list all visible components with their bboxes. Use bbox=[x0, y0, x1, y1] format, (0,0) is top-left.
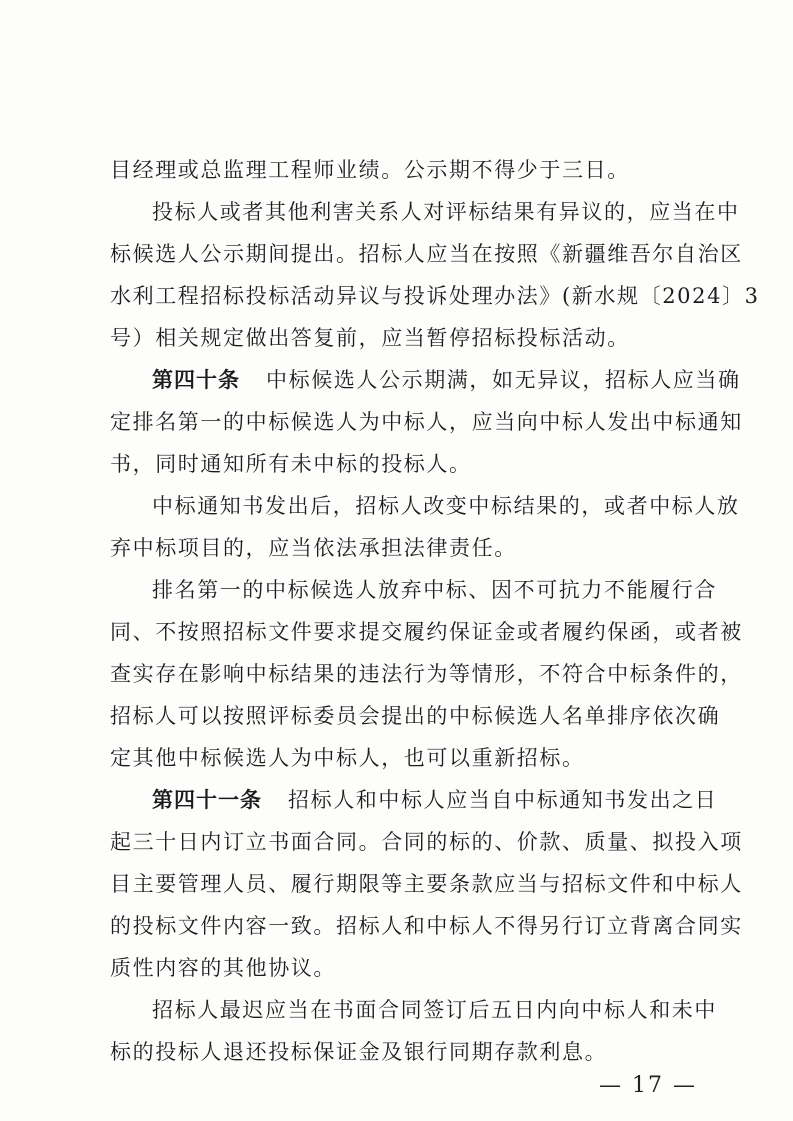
text-line bbox=[110, 906, 743, 946]
line-text: 定排名第一的中标候选人为中标人，应当向中标人发出中标通知 bbox=[110, 410, 743, 434]
line-text: 质性内容的其他协议。 bbox=[110, 956, 336, 980]
text-line bbox=[110, 864, 743, 904]
text-line bbox=[110, 402, 743, 442]
line-text: 中标候选人公示期满，如无异议，招标人应当确 bbox=[266, 368, 741, 392]
text-line bbox=[110, 276, 760, 316]
text-line bbox=[152, 570, 717, 610]
line-text: 目经理或总监理工程师业绩。公示期不得少于三日。 bbox=[110, 158, 630, 182]
line-text: 标候选人公示期间提出。招标人应当在按照《新疆维吾尔自治区 bbox=[110, 242, 743, 266]
line-text: 书，同时通知所有未中标的投标人。 bbox=[110, 452, 472, 476]
text-line bbox=[110, 444, 700, 484]
text-line bbox=[110, 528, 700, 568]
line-text: 招标人可以按照评标委员会提出的中标候选人名单排序依次确 bbox=[110, 704, 721, 728]
text-line bbox=[110, 738, 700, 778]
line-text: 排名第一的中标候选人放弃中标、因不可抗力不能履行合 bbox=[152, 578, 717, 602]
line-text: 号）相关规定做出答复前，应当暂停招标投标活动。 bbox=[110, 326, 630, 350]
line-text: 水利工程招标投标活动异议与投诉处理办法》(新水规〔2024〕3 bbox=[110, 284, 760, 308]
text-line bbox=[152, 486, 740, 526]
line-text: 标的投标人退还投标保证金及银行同期存款利息。 bbox=[110, 1040, 608, 1064]
text-line bbox=[110, 318, 700, 358]
line-text: 的投标文件内容一致。招标人和中标人不得另行订立背离合同实 bbox=[110, 914, 743, 938]
article-heading-line bbox=[152, 360, 741, 400]
line-text: 查实存在影响中标结果的违法行为等情形，不符合中标条件的， bbox=[110, 662, 743, 686]
line-text: 中标通知书发出后，招标人改变中标结果的，或者中标人放 bbox=[152, 494, 740, 518]
line-text: 目主要管理人员、履行期限等主要条款应当与招标文件和中标人 bbox=[110, 872, 743, 896]
article-heading-line bbox=[152, 780, 718, 820]
text-line bbox=[110, 612, 743, 652]
line-text: 定其他中标候选人为中标人，也可以重新招标。 bbox=[110, 746, 585, 770]
text-line bbox=[110, 150, 700, 190]
text-line bbox=[110, 1032, 700, 1072]
line-text: 招标人最迟应当在书面合同签订后五日内向中标人和未中 bbox=[152, 998, 717, 1022]
line-text: 起三十日内订立书面合同。合同的标的、价款、质量、拟投入项 bbox=[110, 830, 743, 854]
text-line bbox=[110, 822, 743, 862]
line-text: 同、不按照招标文件要求提交履约保证金或者履约保函，或者被 bbox=[110, 620, 743, 644]
line-text: 弃中标项目的，应当依法承担法律责任。 bbox=[110, 536, 517, 560]
text-line bbox=[110, 234, 743, 274]
text-line bbox=[110, 654, 743, 694]
text-line bbox=[152, 192, 740, 232]
text-line bbox=[152, 990, 717, 1030]
text-line bbox=[110, 696, 721, 736]
line-text: 投标人或者其他利害关系人对评标结果有异议的，应当在中 bbox=[152, 200, 740, 224]
article-40-label: 第四十条 bbox=[152, 368, 240, 392]
page-number: — 17 — bbox=[599, 1073, 697, 1098]
line-text: 招标人和中标人应当自中标通知书发出之日 bbox=[288, 788, 718, 812]
text-line bbox=[110, 948, 700, 988]
article-41-label: 第四十一条 bbox=[152, 788, 262, 812]
